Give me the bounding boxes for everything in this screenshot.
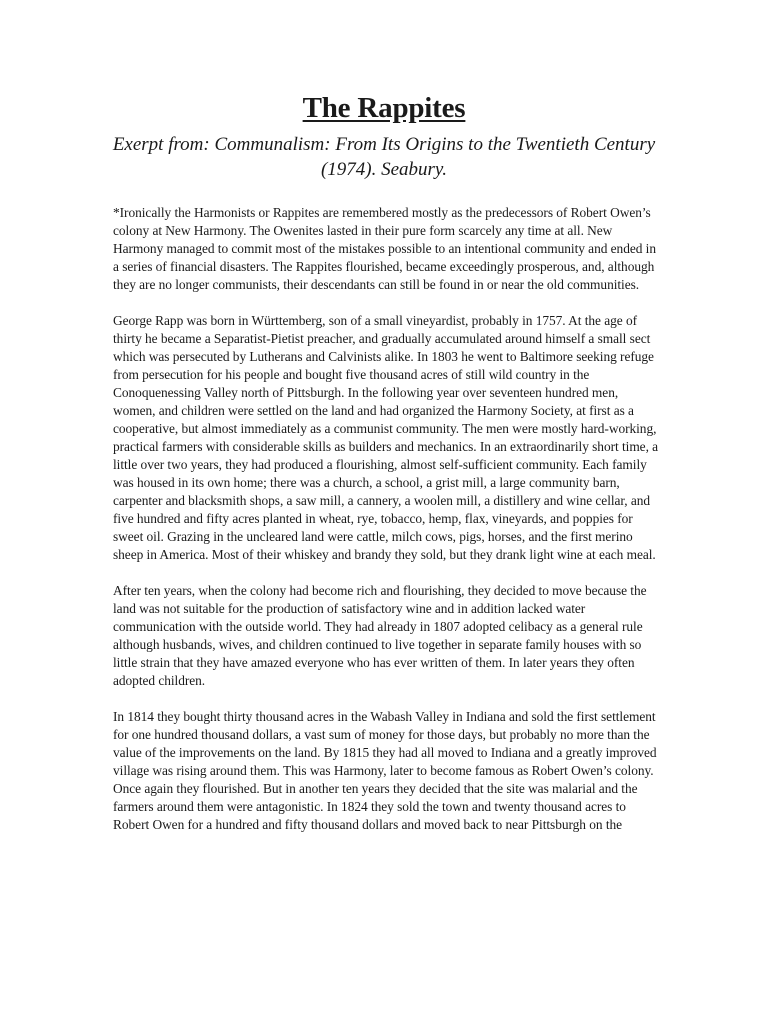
paragraph-4: In 1814 they bought thirty thousand acres in the Wabash Valley in Indiana and sold the first settlement for one hundred thousand dollars, a vast sum of money for those days, but probably no more than the value of the improvements on the land. By 1815 they had all moved to Indiana and a greatly improved village was rising around them. This was Harmony, later to become famous as Robert Owen’s colony. Once again they flourished. But in another ten years they decided that the site was malarial and the farmers around them were antagonistic. In 1824 they sold the town and twenty thousand acres to Robert Owen for a hundred and fifty thousand dollars and moved back to near Pittsburgh on the	[113, 709, 657, 832]
document-body	[113, 204, 661, 852]
paragraph-1: *Ironically the Harmonists or Rappites are remembered mostly as the predecessors of Robert Owen’s colony at New Harmony. The Owenites lasted in their pure form scarcely any time at all. New Harmony managed to commit most of the mistakes possible to an intentional community and ended in a series of financial disasters. The Rappites flourished, became exceedingly prosperous, and, although they are no longer communists, their descendants can still be found in or near the old communities.	[113, 205, 657, 292]
paragraph-3: After ten years, when the colony had become rich and flourishing, they decided to move because the land was not suitable for the production of satisfactory wine and in addition lacked water communication with the outside world. They had already in 1807 adopted celibacy as a general rule although husbands, wives, and children continued to live together in separate family houses with so little strain that they have amazed everyone who has ever written of them. In later years they often adopted children.	[113, 583, 647, 688]
page-subtitle: Exerpt from: Communalism: From Its Origins to the Twentieth Century (1974). Seabury.	[112, 134, 656, 180]
page-title: The Rappites	[302, 92, 466, 124]
paragraph-2: George Rapp was born in Württemberg, son of a small vineyardist, probably in 1757. At the age of thirty he became a Separatist-Pietist preacher, and gradually accumulated around himself a small sect which was persecuted by Lutherans and Calvinists alike. In 1803 he went to Baltimore seeking refuge from persecution for his people and bought five thousand acres of still wild country in the Conoquenessing Valley north of Pittsburgh. In the following year over seventeen hundred men, women, and children were settled on the land and had organized the Harmony Society, at first as a cooperative, but almost immediately as a communist community. The men were mostly hard-working, practical farmers with considerable skills as builders and mechanics. In an extraordinarily short time, a little over two years, they had produced a flourishing, almost self-sufficient community. Each family was housed in its own home; there was a church, a school, a grist mill, a large community barn, carpenter and blacksmith shops, a saw mill, a cannery, a woolen mill, a distillery and wine cellar, and five hundred and fifty acres planted in wheat, rye, tobacco, hemp, flax, vineyards, and poppies for sweet oil. Grazing in the uncleared land were cattle, milch cows, pigs, horses, and the first merino sheep in America. Most of their whiskey and brandy they sold, but they drank light wine at each meal.	[113, 313, 659, 562]
